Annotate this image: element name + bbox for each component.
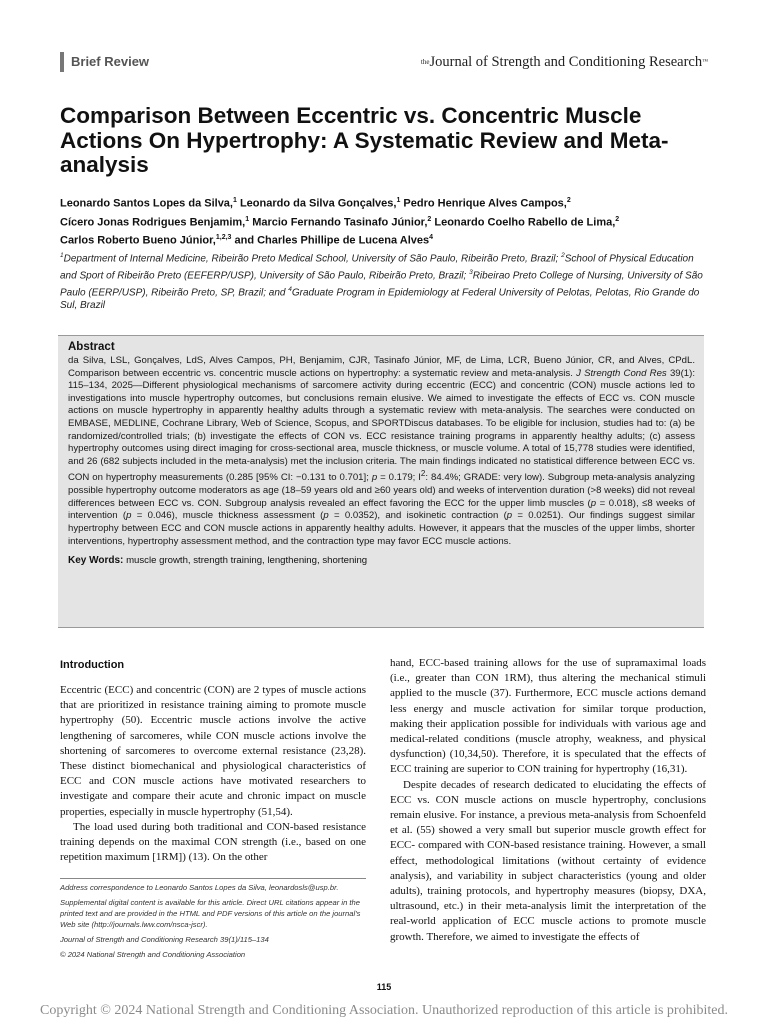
page-number: 115 (376, 982, 392, 992)
keywords-list: muscle growth, strength training, lengthening, shortening (126, 555, 368, 567)
body-paragraph: Despite decades of research dedicated to elucidating the effects of ECC vs. CON muscle actions on muscle hypertrophy, conclusions remain elusive. For instance, a previous meta-analysis from Schoenfeld et al. (55) showed a very small but superior muscle growth effect for ECC- compared with CON-based resistance training. However, a small effect, methodological limitations (without certainty of evidence analysis), and variability in subject characteristics (young and older adults), training protocols, and hypertrophy measures (biopsy, DXA, ultrasound, etc.) in their meta-analysis limit the interpretation of the real-world application of ECC muscle actions to promote muscle growth. Therefore, we aimed to investigate the effects of (390, 778, 706, 943)
body-paragraph: The load used during both traditional and CON-based resistance training depends on the maximal CON strength (i.e., based on one repetition maximum [1RM]) (13). On the other (60, 820, 366, 864)
affiliation-number: 1 (60, 252, 64, 259)
author-affiliation-marker: 1 (232, 197, 237, 204)
author: Leonardo Santos Lopes da Silva, (60, 197, 233, 210)
section-label: Brief Review (60, 52, 149, 72)
body-paragraph: hand, ECC-based training allows for the use of supramaximal loads (i.e., greater than CON 1RM), thus altering the mechanical stimuli applied to the muscle (37). Furthermore, ECC muscle actions demand less energy and muscle activation for similar torque production, making their application possible for individuals with various age and medical-related conditions (muscle atrophy, weakness, and physical dysfunction) (10,34,50). Therefore, it is speculated that the effects of ECC training are superior to CON training for hypertrophy (16,31). (390, 657, 706, 776)
right-column (390, 656, 706, 945)
affiliation-number: 4 (288, 285, 292, 293)
copyright-watermark: Copyright © 2024 National Strength and Conditioning Association. Unauthorized reproduction of this article is prohibited. (40, 1003, 728, 1018)
journal-trademark: ™ (702, 59, 708, 65)
p-symbol: p (323, 510, 329, 522)
abstract-body: Different physiological mechanisms of sarcomere activity during eccentric (ECC) and concentric (CON) muscle actions led to investigations into muscle hypertrophy outcomes, but conclusions remain elusive. We aimed to investigate the effects of ECC vs. CON muscle actions on muscle hypertrophy in apparently healthy adults through a systematic review with meta-analysis. The searches were conducted on EMBASE, MEDLINE, Cochrane Library, Web of Science, Scopus, and SPORTDiscus databases. To be eligible for inclusion, studies had to: (a) be randomized/controlled trials; (b) investigate the effects of CON vs. ECC resistance training programs in apparently healthy adults; (c) assess hypertrophy outcomes using direct imaging for cross-sectional area, muscle thickness, or muscle volume. A total of 15,778 studies were identified, and 26 (682 subjects included in the meta-analysis) met the inclusion criteria. The main findings indicated no statistical difference between ECC vs. CON on hypertrophy measurements (0.285 [95% CI: −0.131 to 0.701]; (68, 380, 696, 484)
abstract-citation: da Silva, LSL, Gonçalves, LdS, Alves Campos, PH, Benjamim, CJR, Tasinafo Júnior, MF, de Lima, LCR, Bueno Júnior, CR, and Alves, CPdL. Comparison between eccentric vs. concentric muscle actions on hypertrophy: a systematic review and meta-analysis. (68, 355, 695, 379)
author-affiliation-marker: 1 (245, 215, 250, 223)
p-symbol: p (506, 510, 513, 522)
affiliation-text: Ribeirao Preto College of Nursing, University of São Paulo (EERP/USP), Ribeirão Preto, SP, Brazil; and (60, 270, 703, 298)
author-affiliation-marker: 2 (566, 197, 571, 204)
author: Marcio Fernando Tasinafo Júnior, (252, 216, 428, 229)
author: Cícero Jonas Rodrigues Benjamim, (60, 216, 246, 229)
author-affiliation-marker: 1 (396, 197, 401, 204)
copyright-note: © 2024 National Strength and Conditioning Association (60, 950, 246, 959)
affiliation-text: School of Physical Education and Sport of Ribeirão Preto (EEFERP/USP), University of São Paulo, Ribeirão Preto, Brazil; (60, 253, 694, 282)
body-paragraph: Eccentric (ECC) and concentric (CON) are 2 types of muscle actions that are prioritized in resistance training aiming to promote muscle hypertrophy (50). Eccentric muscle actions involve the active lengthening of sarcomeres, while CON muscle actions involve the shortening of sarcomeres to overcome external resistance (23,28). These distinct biomechanical and physiological characteristics of ECC and CON muscle actions have motivated researchers to investigate and compare their acute and chronic impact on muscle properties, especially in muscle hypertrophy (51,54). (60, 684, 366, 818)
keywords (68, 554, 695, 567)
author-affiliation-marker: 2 (427, 215, 432, 223)
p-symbol: p (590, 497, 597, 509)
abstract-box (58, 335, 704, 628)
abstract-body: = 0.046), muscle thickness assessment ( (131, 510, 324, 522)
article-title: Comparison Between Eccentric vs. Concentric Muscle Actions On Hypertrophy: A Systematic Review and Meta-analysis (60, 103, 669, 177)
author-affiliation-marker: 4 (429, 234, 434, 242)
affiliation-number: 2 (561, 252, 565, 259)
journal-the: the (420, 58, 430, 66)
affiliation-number: 3 (469, 268, 473, 276)
abstract-heading: Abstract (68, 341, 115, 353)
author: and Charles Phillipe de Lucena Alves (234, 234, 430, 247)
abstract-body: : 84.4%; GRADE: very low). Subgroup meta-analysis analyzing possible hypertrophy outcome moderators as age (18–59 years old and ≥60 years old) and weeks of intervention duration (>8 weeks) did not reveal differences between ECC vs. CON. Subgroup analysis revealed an effect favoring the ECC for the upper limb muscles ( (68, 472, 695, 509)
left-column (60, 658, 366, 865)
correspondence-note: Address correspondence to Leonardo Santos Lopes da Silva, leonardosls@usp.br. (60, 883, 339, 892)
running-header (60, 52, 708, 74)
p-symbol: p (371, 472, 378, 484)
abstract-text (68, 355, 695, 548)
journal-title: Journal of Strength and Conditioning Research (429, 54, 703, 70)
author-affiliation-marker: 1,2,3 (215, 234, 232, 242)
author: Pedro Henrique Alves Campos, (403, 197, 567, 210)
abstract-body: = 0.018), ≤8 weeks of intervention ( (68, 497, 695, 522)
journal-name (421, 52, 708, 72)
abstract-body: = 0.0251). Our findings suggest similar hypertrophy between ECC and CON muscle actions in apparently healthy adults. However, it appears that the muscles of the upper limbs, shorter interventions, hypertrophy assessment method, and the contraction type may favor ECC muscle actions. (68, 510, 695, 547)
affiliation-text: Graduate Program in Epidemiology at Federal University of Pelotas, Pelotas, Rio Grande do Sul, Brazil (60, 286, 700, 312)
journal-reference: Journal of Strength and Conditioning Research 39(1)/115–134 (60, 935, 269, 944)
i2-superscript: 2 (420, 469, 426, 479)
author-affiliation-marker: 2 (615, 215, 620, 223)
abstract-citation-journal: J Strength Cond Res (576, 367, 667, 379)
abstract-body: = 0.179; I (377, 472, 421, 484)
affiliation-text: Department of Internal Medicine, Ribeirão Preto Medical School, University of São Paulo, Ribeirão Preto, Brazil; (63, 253, 559, 265)
author-list (60, 193, 710, 249)
affiliations (60, 249, 710, 313)
abstract-citation-volume: 39(1): 115–134, 2025— (68, 367, 695, 392)
author: Leonardo da Silva Gonçalves, (239, 197, 397, 210)
author: Leonardo Coelho Rabello de Lima, (434, 216, 616, 229)
footnotes (60, 878, 366, 964)
supplemental-note: Supplemental digital content is available for this article. Direct URL citations appear in the printed text and are provided in the HTML and PDF versions of this article on the journal's Web site (http://journals.lww.com/nsca-jscr). (60, 898, 361, 929)
keywords-label: Key Words: (68, 555, 124, 567)
author: Carlos Roberto Bueno Júnior, (60, 234, 216, 247)
p-symbol: p (126, 510, 132, 522)
abstract-body: = 0.0352), and isokinetic contraction ( (328, 510, 507, 522)
introduction-heading: Introduction (60, 659, 125, 671)
